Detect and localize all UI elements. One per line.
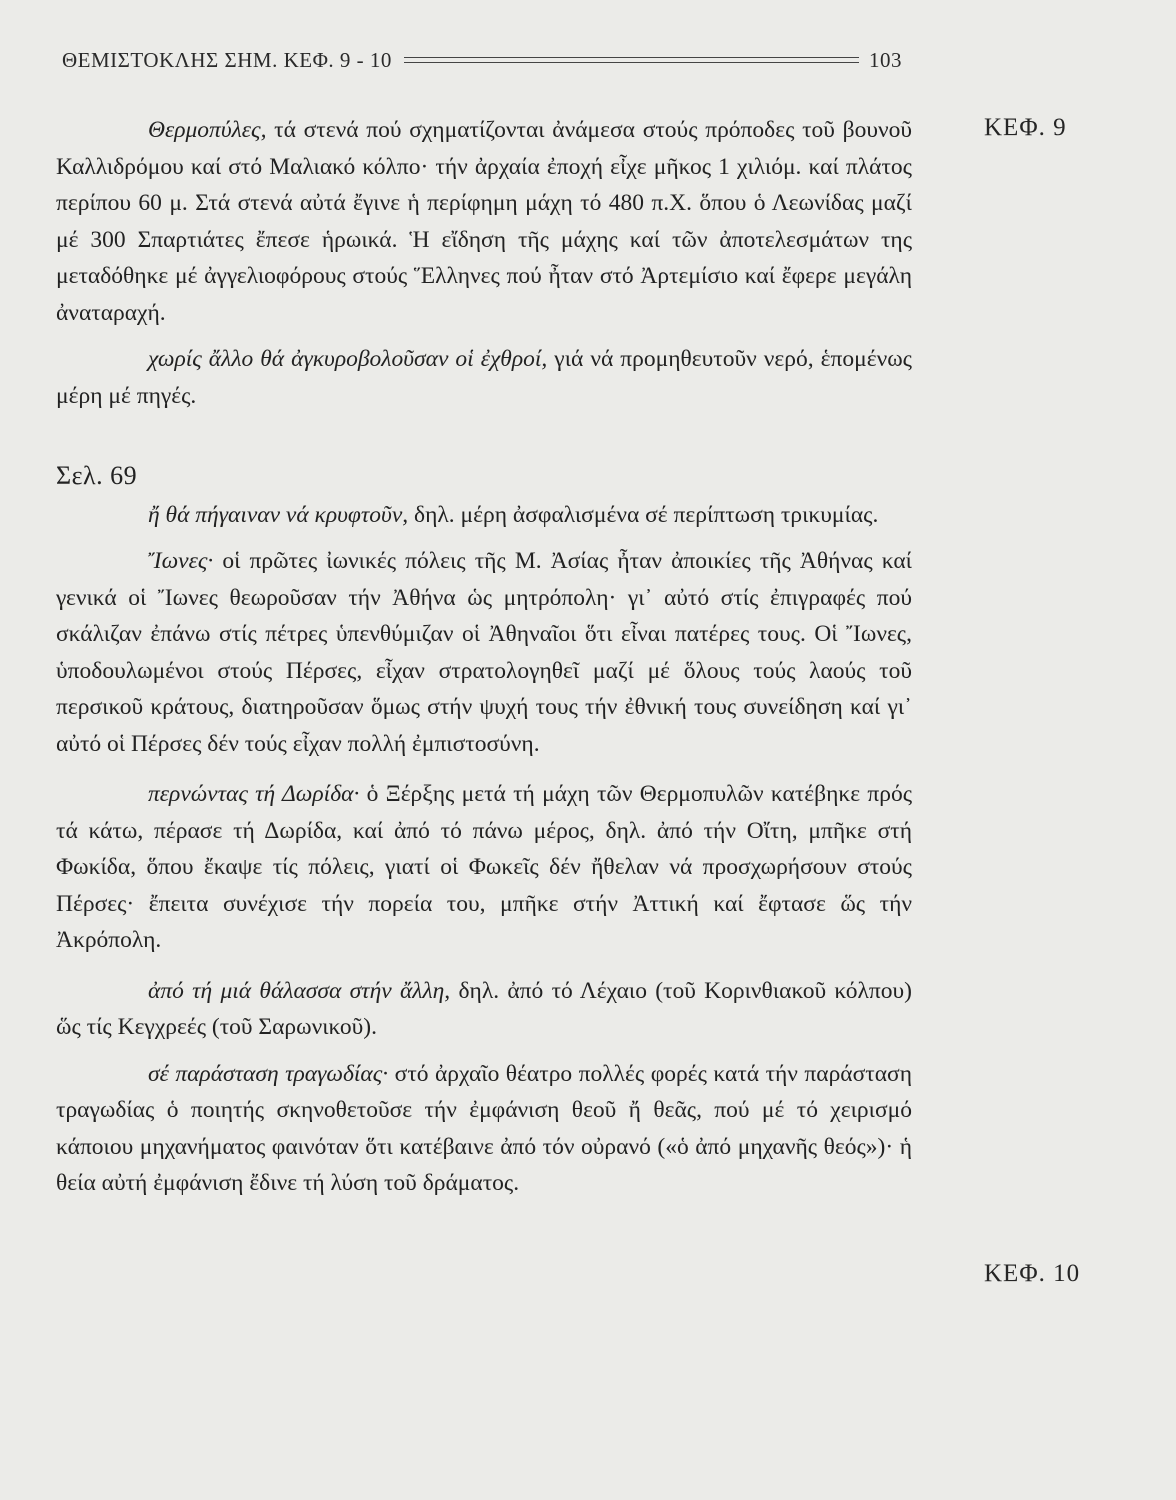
note-body: γιά νά προμηθευτοῦν νερό, ἑπομένως μέρη μέ πηγές.	[56, 346, 912, 409]
commentary-text	[56, 112, 912, 1202]
note-ionians	[56, 543, 912, 762]
page-reference-heading: Σελ. 69	[56, 461, 138, 490]
margin-note-chapter-9: ΚΕΦ. 9	[984, 114, 1067, 141]
note-anchoring	[56, 341, 912, 414]
note-term: χωρίς ἄλλο θά ἀγκυροβολοῦσαν οἱ ἐχθροί,	[148, 346, 548, 372]
note-body: δηλ. ἀπό τό Λέχαιο (τοῦ Κορινθιακοῦ κόλπου) ὥς τίς Κεγχρεές (τοῦ Σαρωνικοῦ).	[56, 977, 912, 1040]
margin-note-chapter-10: ΚΕΦ. 10	[984, 1260, 1081, 1287]
note-tragedy	[56, 1056, 912, 1202]
running-header	[62, 44, 902, 76]
note-body: τά στενά πού σχηματίζονται ἀνάμεσα στούς πρόποδες τοῦ βουνοῦ Καλλιδρόμου καί στό Μαλιακό κόλπο· τήν ἀρχαία ἐποχή εἶχε μῆκος 1 χιλιόμ. καί πλάτος περίπου 60 μ. Στά στενά αὐτά ἔγινε ἡ περίφημη μάχη τό 480 π.Χ. ὅπου ὁ Λεωνίδας μαζί μέ 300 Σπαρτιάτες ἔπεσε ἡρωικά. Ἡ εἴδηση τῆς μάχης καί τῶν ἀποτελεσμάτων της μεταδόθηκε μέ ἀγγελιοφόρους στούς Ἕλληνες πού ἦταν στό Ἀρτεμίσιο καί ἔφερε μεγάλη ἀναταραχή.	[56, 117, 912, 326]
page-number: 103	[869, 47, 902, 72]
note-term: ἀπό τή μιά θάλασσα στήν ἄλλη,	[148, 977, 451, 1004]
note-body: οἱ πρῶτες ἰωνικές πόλεις τῆς Μ. Ἀσίας ἦταν ἀποικίες τῆς Ἀθήνας καί γενικά οἱ Ἴωνες θεωροῦσαν τήν Ἀθήνα ὡς μητρόπολη· γι᾿ αὐτό στίς ἐπιγραφές πού σκάλιζαν ἐπάνω στίς πέτρες ὑπενθύμιζαν οἱ Ἀθηναῖοι ὅτι εἶναι πατέρες τους. Οἱ Ἴωνες, ὑποδουλωμένοι στούς Πέρσες, εἶχαν στρατολογηθεῖ μαζί μέ ὅλους τούς λαούς τοῦ περσικοῦ κράτους, διατηροῦσαν ὅμως στήν ψυχή τους τήν ἐθνική τους συνείδηση καί γι᾿ αὐτό οἱ Πέρσες δέν τούς εἶχαν πολλή ἐμπιστοσύνη.	[56, 548, 912, 757]
note-term: περνώντας τή Δωρίδα·	[148, 781, 360, 807]
note-term: Θερμοπύλες,	[148, 117, 267, 143]
note-doris	[56, 776, 912, 959]
note-sea-to-sea	[56, 973, 912, 1046]
note-term: ἤ θά πήγαιναν νά κρυφτοῦν,	[148, 501, 409, 528]
note-body: στό ἀρχαῖο θέατρο πολλές φορές κατά τήν παράσταση τραγωδίας ὁ ποιητής σκηνοθετοῦσε τήν ἐμφάνιση θεοῦ ἤ θεᾶς, πού μέ τό χειρισμό κάποιου μηχανήματος φαινόταν ὅτι κατέβαινε ἀπό τόν οὐρανό («ὁ ἀπό μηχανῆς θεός»)· ἡ θεία αὐτή ἐμφάνιση ἔδινε τή λύση τοῦ δράματος.	[56, 1060, 912, 1196]
running-title: ΘΕΜΙΣΤΟΚΛΗΣ ΣΗΜ. ΚΕΦ. 9 - 10	[62, 47, 392, 72]
note-term: σέ παράσταση τραγωδίας·	[148, 1060, 389, 1087]
note-term: Ἴωνες·	[148, 548, 214, 574]
note-thermopylae	[56, 112, 912, 331]
header-rule	[404, 57, 859, 63]
note-body: ὁ Ξέρξης μετά τή μάχη τῶν Θερμοπυλῶν κατέβηκε πρός τά κάτω, πέρασε τή Δωρίδα, καί ἀπό τό πάνω μέρος, δηλ. ἀπό τήν Οἴτη, μπῆκε στή Φωκίδα, ὅπου ἔκαψε τίς πόλεις, γιατί οἱ Φωκεῖς δέν ἤθελαν νά προσχωρήσουν στούς Πέρσες· ἔπειτα συνέχισε τήν πορεία του, μπῆκε στήν Ἀττική καί ἔφτασε ὥς τήν Ἀκρόπολη.	[56, 781, 912, 953]
note-body: δηλ. μέρη ἀσφαλισμένα σέ περίπτωση τρικυμίας.	[408, 501, 879, 528]
note-hiding	[56, 497, 912, 534]
